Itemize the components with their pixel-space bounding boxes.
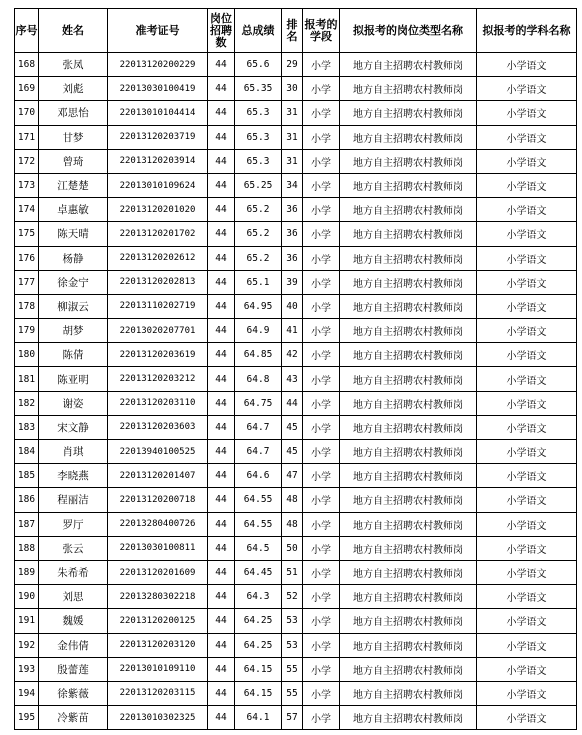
cell-total: 64.8 — [235, 367, 282, 391]
cell-post-type: 地方自主招聘农村教师岗 — [340, 270, 477, 294]
cell-subject: 小学语文 — [477, 222, 577, 246]
cell-total: 65.2 — [235, 222, 282, 246]
cell-post-type: 地方自主招聘农村教师岗 — [340, 391, 477, 415]
cell-exam-id: 22013120203914 — [108, 149, 208, 173]
cell-exam-id: 22013110202719 — [108, 294, 208, 318]
cell-post-type: 地方自主招聘农村教师岗 — [340, 343, 477, 367]
cell-post-type: 地方自主招聘农村教师岗 — [340, 222, 477, 246]
cell-total: 65.3 — [235, 149, 282, 173]
cell-total: 64.75 — [235, 391, 282, 415]
table-row — [15, 53, 577, 77]
cell-quota: 44 — [208, 367, 235, 391]
cell-exam-id: 22013010104414 — [108, 101, 208, 125]
cell-exam-id: 22013120203120 — [108, 633, 208, 657]
cell-post-type: 地方自主招聘农村教师岗 — [340, 415, 477, 439]
cell-subject: 小学语文 — [477, 198, 577, 222]
cell-quota: 44 — [208, 536, 235, 560]
cell-stage: 小学 — [303, 391, 340, 415]
cell-total: 65.3 — [235, 125, 282, 149]
cell-total: 64.55 — [235, 512, 282, 536]
cell-name: 张凤 — [39, 53, 108, 77]
cell-quota: 44 — [208, 440, 235, 464]
cell-rank: 40 — [282, 294, 303, 318]
cell-total: 64.9 — [235, 319, 282, 343]
table-row — [15, 488, 577, 512]
table-row — [15, 294, 577, 318]
header-rank: 排名 — [282, 9, 303, 53]
cell-subject: 小学语文 — [477, 149, 577, 173]
cell-post-type: 地方自主招聘农村教师岗 — [340, 536, 477, 560]
cell-stage: 小学 — [303, 440, 340, 464]
table-body — [15, 53, 577, 730]
cell-quota: 44 — [208, 560, 235, 584]
cell-post-type: 地方自主招聘农村教师岗 — [340, 198, 477, 222]
cell-rank: 30 — [282, 77, 303, 101]
cell-stage: 小学 — [303, 125, 340, 149]
cell-subject: 小学语文 — [477, 657, 577, 681]
cell-stage: 小学 — [303, 560, 340, 584]
table-row — [15, 367, 577, 391]
cell-exam-id: 22013120201609 — [108, 560, 208, 584]
cell-stage: 小学 — [303, 173, 340, 197]
cell-subject: 小学语文 — [477, 270, 577, 294]
cell-stage: 小学 — [303, 536, 340, 560]
cell-subject: 小学语文 — [477, 367, 577, 391]
cell-exam-id: 22013120201020 — [108, 198, 208, 222]
table-row — [15, 77, 577, 101]
header-name: 姓名 — [39, 9, 108, 53]
cell-total: 65.35 — [235, 77, 282, 101]
cell-name: 江楚楚 — [39, 173, 108, 197]
cell-seq: 181 — [15, 367, 39, 391]
cell-quota: 44 — [208, 149, 235, 173]
cell-rank: 36 — [282, 222, 303, 246]
cell-stage: 小学 — [303, 53, 340, 77]
cell-stage: 小学 — [303, 633, 340, 657]
table-row — [15, 706, 577, 730]
cell-quota: 44 — [208, 101, 235, 125]
cell-post-type: 地方自主招聘农村教师岗 — [340, 77, 477, 101]
cell-post-type: 地方自主招聘农村教师岗 — [340, 125, 477, 149]
cell-name: 张云 — [39, 536, 108, 560]
cell-seq: 188 — [15, 536, 39, 560]
cell-exam-id: 22013120203719 — [108, 125, 208, 149]
cell-rank: 31 — [282, 101, 303, 125]
cell-exam-id: 22013120201702 — [108, 222, 208, 246]
cell-name: 卓惠敏 — [39, 198, 108, 222]
cell-seq: 170 — [15, 101, 39, 125]
cell-total: 64.15 — [235, 681, 282, 705]
cell-exam-id: 22013120203603 — [108, 415, 208, 439]
table-row — [15, 343, 577, 367]
cell-rank: 45 — [282, 440, 303, 464]
cell-total: 64.7 — [235, 415, 282, 439]
table-row — [15, 609, 577, 633]
cell-quota: 44 — [208, 343, 235, 367]
cell-total: 64.15 — [235, 657, 282, 681]
table-row — [15, 319, 577, 343]
cell-post-type: 地方自主招聘农村教师岗 — [340, 512, 477, 536]
cell-quota: 44 — [208, 633, 235, 657]
table-row — [15, 657, 577, 681]
cell-post-type: 地方自主招聘农村教师岗 — [340, 294, 477, 318]
cell-name: 冷紫苗 — [39, 706, 108, 730]
cell-exam-id: 22013120202813 — [108, 270, 208, 294]
cell-total: 65.25 — [235, 173, 282, 197]
cell-seq: 178 — [15, 294, 39, 318]
cell-total: 64.6 — [235, 464, 282, 488]
cell-name: 杨静 — [39, 246, 108, 270]
cell-rank: 48 — [282, 512, 303, 536]
cell-subject: 小学语文 — [477, 560, 577, 584]
cell-subject: 小学语文 — [477, 173, 577, 197]
cell-stage: 小学 — [303, 319, 340, 343]
cell-quota: 44 — [208, 609, 235, 633]
header-post-type: 拟报考的岗位类型名称 — [340, 9, 477, 53]
header-total: 总成绩 — [235, 9, 282, 53]
table-row — [15, 512, 577, 536]
cell-quota: 44 — [208, 512, 235, 536]
cell-total: 64.95 — [235, 294, 282, 318]
cell-seq: 182 — [15, 391, 39, 415]
cell-post-type: 地方自主招聘农村教师岗 — [340, 681, 477, 705]
cell-seq: 195 — [15, 706, 39, 730]
cell-post-type: 地方自主招聘农村教师岗 — [340, 585, 477, 609]
cell-name: 邓思怡 — [39, 101, 108, 125]
cell-seq: 169 — [15, 77, 39, 101]
cell-post-type: 地方自主招聘农村教师岗 — [340, 609, 477, 633]
cell-rank: 50 — [282, 536, 303, 560]
cell-seq: 179 — [15, 319, 39, 343]
cell-subject: 小学语文 — [477, 343, 577, 367]
cell-exam-id: 22013940100525 — [108, 440, 208, 464]
cell-name: 殷蕾莲 — [39, 657, 108, 681]
table-row — [15, 681, 577, 705]
cell-exam-id: 22013010302325 — [108, 706, 208, 730]
cell-rank: 45 — [282, 415, 303, 439]
cell-total: 65.6 — [235, 53, 282, 77]
cell-exam-id: 22013120200229 — [108, 53, 208, 77]
cell-stage: 小学 — [303, 585, 340, 609]
cell-stage: 小学 — [303, 609, 340, 633]
cell-post-type: 地方自主招聘农村教师岗 — [340, 657, 477, 681]
table-row — [15, 125, 577, 149]
cell-name: 魏媛 — [39, 609, 108, 633]
cell-rank: 55 — [282, 657, 303, 681]
cell-subject: 小学语文 — [477, 585, 577, 609]
cell-post-type: 地方自主招聘农村教师岗 — [340, 464, 477, 488]
cell-seq: 183 — [15, 415, 39, 439]
table-row — [15, 633, 577, 657]
cell-exam-id: 22013120203212 — [108, 367, 208, 391]
cell-exam-id: 22013020207701 — [108, 319, 208, 343]
cell-subject: 小学语文 — [477, 53, 577, 77]
cell-subject: 小学语文 — [477, 512, 577, 536]
cell-quota: 44 — [208, 270, 235, 294]
cell-quota: 44 — [208, 125, 235, 149]
cell-exam-id: 22013030100419 — [108, 77, 208, 101]
cell-subject: 小学语文 — [477, 536, 577, 560]
cell-rank: 34 — [282, 173, 303, 197]
cell-quota: 44 — [208, 657, 235, 681]
cell-exam-id: 22013120203110 — [108, 391, 208, 415]
cell-quota: 44 — [208, 488, 235, 512]
table-row — [15, 536, 577, 560]
cell-subject: 小学语文 — [477, 681, 577, 705]
header-quota: 岗位招聘数 — [208, 9, 235, 53]
cell-seq: 191 — [15, 609, 39, 633]
cell-post-type: 地方自主招聘农村教师岗 — [340, 173, 477, 197]
cell-total: 64.5 — [235, 536, 282, 560]
cell-rank: 39 — [282, 270, 303, 294]
table-row — [15, 440, 577, 464]
header-exam-id: 准考证号 — [108, 9, 208, 53]
cell-name: 程丽洁 — [39, 488, 108, 512]
cell-total: 64.1 — [235, 706, 282, 730]
cell-quota: 44 — [208, 53, 235, 77]
cell-stage: 小学 — [303, 657, 340, 681]
table-row — [15, 149, 577, 173]
cell-post-type: 地方自主招聘农村教师岗 — [340, 246, 477, 270]
cell-post-type: 地方自主招聘农村教师岗 — [340, 101, 477, 125]
cell-name: 刘彪 — [39, 77, 108, 101]
cell-subject: 小学语文 — [477, 440, 577, 464]
cell-exam-id: 22013010109624 — [108, 173, 208, 197]
cell-exam-id: 22013120201407 — [108, 464, 208, 488]
cell-exam-id: 22013280400726 — [108, 512, 208, 536]
cell-quota: 44 — [208, 681, 235, 705]
cell-total: 65.2 — [235, 246, 282, 270]
cell-seq: 173 — [15, 173, 39, 197]
cell-stage: 小学 — [303, 270, 340, 294]
header-stage: 报考的学段 — [303, 9, 340, 53]
cell-rank: 53 — [282, 633, 303, 657]
cell-total: 64.7 — [235, 440, 282, 464]
cell-seq: 180 — [15, 343, 39, 367]
cell-subject: 小学语文 — [477, 415, 577, 439]
cell-subject: 小学语文 — [477, 609, 577, 633]
cell-total: 64.3 — [235, 585, 282, 609]
cell-total: 64.45 — [235, 560, 282, 584]
cell-stage: 小学 — [303, 77, 340, 101]
cell-rank: 29 — [282, 53, 303, 77]
cell-exam-id: 22013120200718 — [108, 488, 208, 512]
cell-name: 朱希希 — [39, 560, 108, 584]
cell-total: 65.2 — [235, 198, 282, 222]
cell-stage: 小学 — [303, 488, 340, 512]
cell-post-type: 地方自主招聘农村教师岗 — [340, 53, 477, 77]
cell-seq: 171 — [15, 125, 39, 149]
cell-subject: 小学语文 — [477, 246, 577, 270]
cell-quota: 44 — [208, 464, 235, 488]
table-row — [15, 585, 577, 609]
table-row — [15, 464, 577, 488]
cell-rank: 57 — [282, 706, 303, 730]
cell-seq: 176 — [15, 246, 39, 270]
table-row — [15, 560, 577, 584]
cell-name: 柳淑云 — [39, 294, 108, 318]
table-row — [15, 415, 577, 439]
table-row — [15, 391, 577, 415]
cell-name: 曾琦 — [39, 149, 108, 173]
cell-rank: 31 — [282, 125, 303, 149]
cell-name: 宋文静 — [39, 415, 108, 439]
cell-quota: 44 — [208, 391, 235, 415]
cell-seq: 177 — [15, 270, 39, 294]
cell-stage: 小学 — [303, 149, 340, 173]
cell-seq: 187 — [15, 512, 39, 536]
cell-stage: 小学 — [303, 343, 340, 367]
cell-stage: 小学 — [303, 512, 340, 536]
cell-subject: 小学语文 — [477, 125, 577, 149]
header-seq: 序号 — [15, 9, 39, 53]
cell-name: 罗厅 — [39, 512, 108, 536]
cell-quota: 44 — [208, 706, 235, 730]
cell-seq: 168 — [15, 53, 39, 77]
cell-total: 65.3 — [235, 101, 282, 125]
results-table — [14, 8, 577, 730]
cell-post-type: 地方自主招聘农村教师岗 — [340, 706, 477, 730]
cell-rank: 42 — [282, 343, 303, 367]
cell-stage: 小学 — [303, 222, 340, 246]
cell-stage: 小学 — [303, 246, 340, 270]
cell-stage: 小学 — [303, 198, 340, 222]
cell-total: 64.55 — [235, 488, 282, 512]
cell-quota: 44 — [208, 77, 235, 101]
cell-rank: 43 — [282, 367, 303, 391]
cell-seq: 190 — [15, 585, 39, 609]
cell-seq: 174 — [15, 198, 39, 222]
cell-stage: 小学 — [303, 706, 340, 730]
cell-quota: 44 — [208, 246, 235, 270]
cell-seq: 193 — [15, 657, 39, 681]
cell-rank: 31 — [282, 149, 303, 173]
cell-name: 刘思 — [39, 585, 108, 609]
cell-subject: 小学语文 — [477, 633, 577, 657]
cell-exam-id: 22013030100811 — [108, 536, 208, 560]
cell-post-type: 地方自主招聘农村教师岗 — [340, 633, 477, 657]
cell-exam-id: 22013120203619 — [108, 343, 208, 367]
cell-seq: 175 — [15, 222, 39, 246]
table-row — [15, 173, 577, 197]
cell-stage: 小学 — [303, 681, 340, 705]
cell-stage: 小学 — [303, 464, 340, 488]
cell-rank: 41 — [282, 319, 303, 343]
cell-subject: 小学语文 — [477, 101, 577, 125]
cell-total: 64.25 — [235, 609, 282, 633]
cell-seq: 194 — [15, 681, 39, 705]
cell-rank: 52 — [282, 585, 303, 609]
cell-quota: 44 — [208, 198, 235, 222]
cell-exam-id: 22013120200125 — [108, 609, 208, 633]
cell-quota: 44 — [208, 222, 235, 246]
cell-name: 谢姿 — [39, 391, 108, 415]
cell-quota: 44 — [208, 173, 235, 197]
cell-post-type: 地方自主招聘农村教师岗 — [340, 488, 477, 512]
table-row — [15, 101, 577, 125]
cell-quota: 44 — [208, 415, 235, 439]
cell-name: 陈倩 — [39, 343, 108, 367]
cell-subject: 小学语文 — [477, 77, 577, 101]
cell-name: 胡梦 — [39, 319, 108, 343]
table-row — [15, 246, 577, 270]
cell-rank: 44 — [282, 391, 303, 415]
cell-name: 陈亚明 — [39, 367, 108, 391]
cell-post-type: 地方自主招聘农村教师岗 — [340, 367, 477, 391]
cell-quota: 44 — [208, 585, 235, 609]
cell-seq: 189 — [15, 560, 39, 584]
cell-subject: 小学语文 — [477, 391, 577, 415]
cell-name: 李晓燕 — [39, 464, 108, 488]
cell-name: 甘梦 — [39, 125, 108, 149]
cell-post-type: 地方自主招聘农村教师岗 — [340, 149, 477, 173]
cell-name: 陈天晴 — [39, 222, 108, 246]
cell-subject: 小学语文 — [477, 706, 577, 730]
cell-exam-id: 22013010109110 — [108, 657, 208, 681]
cell-exam-id: 22013280302218 — [108, 585, 208, 609]
cell-quota: 44 — [208, 294, 235, 318]
cell-total: 64.85 — [235, 343, 282, 367]
cell-rank: 36 — [282, 198, 303, 222]
cell-total: 65.1 — [235, 270, 282, 294]
cell-exam-id: 22013120202612 — [108, 246, 208, 270]
header-subject: 拟报考的学科名称 — [477, 9, 577, 53]
cell-subject: 小学语文 — [477, 319, 577, 343]
cell-quota: 44 — [208, 319, 235, 343]
table-row — [15, 270, 577, 294]
cell-seq: 192 — [15, 633, 39, 657]
table-row — [15, 198, 577, 222]
cell-post-type: 地方自主招聘农村教师岗 — [340, 440, 477, 464]
cell-seq: 185 — [15, 464, 39, 488]
cell-seq: 186 — [15, 488, 39, 512]
cell-subject: 小学语文 — [477, 464, 577, 488]
cell-subject: 小学语文 — [477, 294, 577, 318]
cell-rank: 55 — [282, 681, 303, 705]
cell-rank: 47 — [282, 464, 303, 488]
cell-seq: 172 — [15, 149, 39, 173]
cell-stage: 小学 — [303, 415, 340, 439]
cell-name: 徐金宁 — [39, 270, 108, 294]
cell-rank: 53 — [282, 609, 303, 633]
cell-stage: 小学 — [303, 101, 340, 125]
cell-stage: 小学 — [303, 294, 340, 318]
cell-total: 64.25 — [235, 633, 282, 657]
cell-name: 金伟倩 — [39, 633, 108, 657]
cell-seq: 184 — [15, 440, 39, 464]
table-row — [15, 222, 577, 246]
cell-subject: 小学语文 — [477, 488, 577, 512]
header-row — [15, 9, 577, 53]
cell-stage: 小学 — [303, 367, 340, 391]
cell-post-type: 地方自主招聘农村教师岗 — [340, 319, 477, 343]
cell-name: 肖琪 — [39, 440, 108, 464]
cell-name: 徐紫薇 — [39, 681, 108, 705]
cell-rank: 48 — [282, 488, 303, 512]
cell-exam-id: 22013120203115 — [108, 681, 208, 705]
cell-post-type: 地方自主招聘农村教师岗 — [340, 560, 477, 584]
cell-rank: 51 — [282, 560, 303, 584]
cell-rank: 36 — [282, 246, 303, 270]
